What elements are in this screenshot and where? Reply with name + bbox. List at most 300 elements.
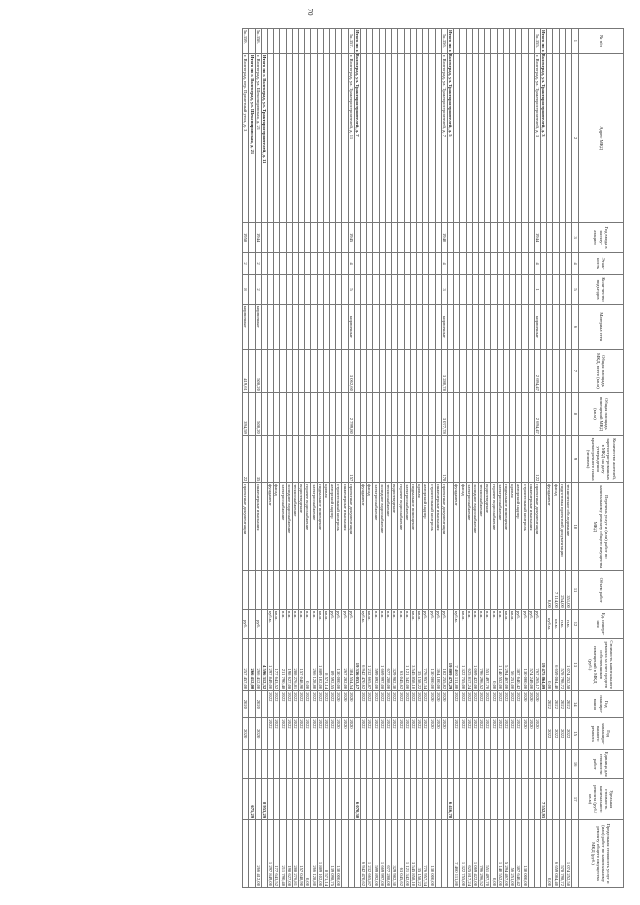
table-cell — [354, 304, 360, 349]
table-cell — [547, 53, 553, 223]
table-cell — [379, 571, 385, 609]
table-cell: 2022 — [466, 691, 472, 718]
table-cell — [472, 304, 478, 349]
table-cell: 1944 — [534, 223, 540, 252]
table-cell — [274, 435, 280, 482]
table-cell — [547, 275, 553, 304]
table-row — [565, 29, 571, 888]
table-cell — [286, 749, 292, 778]
table-cell — [299, 392, 305, 435]
table-cell — [503, 29, 509, 54]
table-cell — [416, 779, 422, 820]
table-cell — [361, 392, 367, 435]
table-cell: фундамент — [268, 483, 274, 571]
table-cell — [416, 571, 422, 609]
header-row — [579, 29, 624, 888]
table-cell — [485, 275, 491, 304]
table-cell — [268, 779, 274, 820]
table-cell — [423, 252, 429, 275]
table-cell — [491, 779, 497, 820]
table-cell — [553, 349, 559, 392]
table-cell — [274, 275, 280, 304]
table-cell — [416, 29, 422, 54]
table-cell: инженерные изыскания — [342, 483, 348, 571]
table-cell: кровля — [416, 483, 422, 571]
table-cell — [522, 53, 528, 223]
table-cell — [478, 223, 484, 252]
table-cell: г. Волгоград, ул. Тракторостроителей, д. 7 — [441, 53, 447, 223]
table-cell: 1 322 755,00 — [460, 820, 466, 888]
table-cell: 2022 — [547, 691, 553, 718]
table-cell: 2022 — [292, 691, 298, 718]
table-cell: 1 — [534, 275, 540, 304]
table-cell: п.м. — [286, 609, 292, 638]
table-cell — [460, 435, 466, 482]
table-cell — [522, 392, 528, 435]
table-cell — [342, 29, 348, 54]
table-cell — [367, 392, 373, 435]
table-cell: авторский надзор — [516, 483, 522, 571]
table-cell — [385, 349, 391, 392]
table-cell — [404, 304, 410, 349]
table-cell — [460, 392, 466, 435]
table-cell: 677 288,00 — [385, 820, 391, 888]
table-cell: 387 640,42 — [516, 820, 522, 888]
table-cell — [423, 779, 429, 820]
table-cell: 2022 — [503, 691, 509, 718]
column-header: Материал стен — [579, 304, 624, 349]
table-cell — [503, 749, 509, 778]
table-cell: 22 — [243, 435, 249, 482]
table-cell: 3 062,60 — [348, 349, 354, 392]
table-cell — [497, 571, 503, 609]
table-cell — [559, 252, 565, 275]
table-cell: п.м. — [305, 609, 311, 638]
table-cell: 266 128,80 — [311, 820, 317, 888]
table-cell — [435, 53, 441, 223]
table-cell — [373, 223, 379, 252]
table-cell — [261, 483, 267, 571]
table-cell — [249, 718, 255, 750]
table-cell: 2022 — [404, 691, 410, 718]
table-cell: п.м. — [491, 609, 497, 638]
table-cell — [547, 749, 553, 778]
table-cell — [361, 749, 367, 778]
table-cell — [299, 571, 305, 609]
table-row — [423, 29, 429, 888]
table-cell — [410, 571, 416, 609]
table-cell — [516, 435, 522, 482]
table-cell: 304 554,54 — [348, 639, 354, 691]
table-cell: 2020 — [348, 691, 354, 718]
table-cell — [379, 349, 385, 392]
table-cell — [454, 275, 460, 304]
table-cell — [261, 435, 267, 482]
table-cell — [274, 779, 280, 820]
table-cell — [485, 252, 491, 275]
table-cell — [423, 571, 429, 609]
table-cell — [553, 304, 559, 349]
table-cell: п.м. — [292, 609, 298, 638]
table-cell: фасад — [367, 483, 373, 571]
table-cell — [410, 349, 416, 392]
table-cell — [485, 779, 491, 820]
table-cell — [311, 749, 317, 778]
table-cell — [547, 779, 553, 820]
table-cell — [249, 275, 255, 304]
table-cell — [466, 53, 472, 223]
table-cell — [547, 392, 553, 435]
table-cell: 2022 — [454, 691, 460, 718]
table-cell: 2020 — [429, 718, 435, 750]
table-cell — [274, 29, 280, 54]
table-cell: 5 294 467,00 — [503, 820, 509, 888]
table-cell — [472, 749, 478, 778]
table-row — [286, 29, 292, 888]
table-cell — [528, 53, 534, 223]
table-cell — [478, 571, 484, 609]
column-header: Количество жителей, зарегистри-рованных в МКД на дату утверждения краткосрочного плана (человек) — [579, 435, 624, 482]
table-cell: 2022 — [547, 718, 553, 750]
table-cell — [509, 392, 515, 435]
table-cell: 2022 — [330, 691, 336, 718]
table-cell — [466, 435, 472, 482]
table-cell — [286, 392, 292, 435]
table-cell — [509, 749, 515, 778]
table-cell: 2020 — [534, 718, 540, 750]
table-cell: строительный контроль — [336, 483, 342, 571]
table-cell — [509, 779, 515, 820]
table-cell: 1 889 102,00 — [317, 639, 323, 691]
table-cell — [491, 29, 497, 54]
table-body — [243, 29, 572, 888]
table-cell: 0,00 — [305, 820, 311, 888]
table-cell — [423, 304, 429, 349]
table-cell — [565, 223, 571, 252]
table-cell — [342, 53, 348, 223]
table-cell: 2022 — [268, 718, 274, 750]
table-cell: электроснабжение — [404, 483, 410, 571]
column-header: Год ввода в эксплу-атацию — [579, 223, 624, 252]
table-cell: руб. — [342, 609, 348, 638]
table-cell — [354, 609, 360, 638]
table-cell — [373, 571, 379, 609]
table-cell — [460, 53, 466, 223]
table-cell: 0,00 — [305, 639, 311, 691]
table-cell — [509, 223, 515, 252]
table-cell — [392, 252, 398, 275]
table-cell — [522, 749, 528, 778]
table-row — [472, 29, 478, 888]
table-cell — [305, 29, 311, 54]
table-cell — [385, 53, 391, 223]
table-cell — [485, 29, 491, 54]
table-cell — [292, 392, 298, 435]
table-cell: 56 251,00 — [509, 820, 515, 888]
table-cell — [540, 483, 546, 571]
table-cell — [305, 435, 311, 482]
table-cell — [454, 304, 460, 349]
table-cell: 1 322 755,00 — [460, 639, 466, 691]
table-cell — [317, 571, 323, 609]
table-cell: 796 296,52 — [478, 639, 484, 691]
table-cell: куб.м. — [547, 609, 553, 638]
table-cell: 551 497,70 — [485, 820, 491, 888]
table-cell — [392, 53, 398, 223]
table-cell — [540, 349, 546, 392]
table-cell — [336, 53, 342, 223]
table-cell: Итого по г. Волгоград, ул. Тракторостроителей, д. 11 — [261, 53, 267, 223]
table-cell: 625 817,24 — [466, 639, 472, 691]
table-cell: 8 571,14 — [323, 639, 329, 691]
table-cell — [323, 571, 329, 609]
table-cell: руб. — [435, 609, 441, 638]
table-cell — [261, 304, 267, 349]
table-cell: 3 — [441, 275, 447, 304]
table-cell: проектные документации — [441, 483, 447, 571]
table-cell — [317, 749, 323, 778]
table-cell — [342, 435, 348, 482]
table-cell — [534, 779, 540, 820]
table-cell — [317, 392, 323, 435]
table-cell — [373, 53, 379, 223]
table-row — [385, 29, 391, 888]
table-row — [330, 29, 336, 888]
table-cell — [553, 275, 559, 304]
table-cell — [466, 349, 472, 392]
table-cell — [509, 349, 515, 392]
table-cell — [392, 275, 398, 304]
table-cell — [522, 252, 528, 275]
table-cell — [460, 349, 466, 392]
table-cell — [336, 252, 342, 275]
table-cell — [528, 820, 534, 888]
table-cell — [429, 275, 435, 304]
table-cell: 2022 — [361, 718, 367, 750]
table-cell: 4 — [441, 252, 447, 275]
table-cell: 5к.357. — [348, 29, 354, 54]
table-cell — [385, 749, 391, 778]
table-row — [280, 29, 286, 888]
table-cell — [330, 29, 336, 54]
table-cell — [540, 718, 546, 750]
table-cell — [553, 779, 559, 820]
column-header: Единица для стоимости работ — [579, 749, 624, 778]
table-cell — [478, 275, 484, 304]
table-cell: куб.м. — [268, 609, 274, 638]
table-cell — [311, 392, 317, 435]
table-cell — [249, 749, 255, 778]
table-cell — [404, 749, 410, 778]
table-cell — [280, 275, 286, 304]
table-row — [429, 29, 435, 888]
table-cell — [472, 571, 478, 609]
table-cell — [472, 435, 478, 482]
table-cell — [261, 223, 267, 252]
table-cell: 2022 — [385, 718, 391, 750]
table-cell — [404, 53, 410, 223]
table-cell — [478, 29, 484, 54]
table-cell — [447, 349, 453, 392]
table-cell: 130 000,00 — [429, 820, 435, 888]
column-number: 17 — [572, 779, 579, 820]
table-cell — [478, 349, 484, 392]
table-cell — [299, 252, 305, 275]
table-cell — [286, 435, 292, 482]
table-cell — [404, 29, 410, 54]
table-cell — [447, 820, 453, 888]
table-cell — [404, 349, 410, 392]
table-row — [497, 29, 503, 888]
table-cell — [429, 349, 435, 392]
table-cell: 2 799,80 — [348, 392, 354, 435]
table-cell — [354, 749, 360, 778]
table-cell: 2020 — [243, 691, 249, 718]
table-cell — [311, 252, 317, 275]
table-cell — [354, 691, 360, 718]
table-cell — [416, 252, 422, 275]
table-cell — [261, 718, 267, 750]
table-row — [460, 29, 466, 888]
table-cell — [497, 749, 503, 778]
table-cell: п.м. — [398, 609, 404, 638]
table-cell: 6 659 084,40 — [553, 820, 559, 888]
table-cell: куб.м. — [361, 609, 367, 638]
building-row — [441, 29, 447, 888]
table-cell: 266 412,00 — [255, 639, 261, 691]
table-cell — [317, 304, 323, 349]
table-cell — [280, 571, 286, 609]
table-cell: подготовка проектной документации — [559, 483, 565, 571]
table-cell — [361, 435, 367, 482]
table-cell — [553, 435, 559, 482]
table-cell: 2022 — [410, 691, 416, 718]
table-row — [317, 29, 323, 888]
table-cell: 35 158,22 — [416, 820, 422, 888]
table-cell — [472, 779, 478, 820]
table-cell: авторский надзор — [423, 483, 429, 571]
table-cell: 3 545 858,10 — [410, 820, 416, 888]
table-cell: п.м. — [472, 609, 478, 638]
table-cell: Итого по г. Волгоград, ул. Тракторостроителей, д. 7 — [355, 30, 361, 137]
table-cell — [472, 29, 478, 54]
table-cell — [410, 749, 416, 778]
table-cell: руб. — [336, 609, 342, 638]
table-cell — [565, 275, 571, 304]
table-cell: 6 416,78 — [447, 779, 453, 820]
table-row — [553, 29, 559, 888]
table-cell — [478, 392, 484, 435]
table-cell — [497, 392, 503, 435]
table-cell: 6 942 470,62 — [361, 639, 367, 691]
table-cell: 288 276,81 — [292, 820, 298, 888]
column-header: № п/п — [579, 29, 624, 54]
table-cell — [410, 223, 416, 252]
table-cell — [540, 223, 546, 252]
column-number-row — [572, 29, 579, 888]
table-cell: кв.м. — [503, 609, 509, 638]
table-cell: кв.м. — [553, 609, 559, 638]
table-cell — [472, 349, 478, 392]
table-row — [466, 29, 472, 888]
table-cell: 4 596 312,32 — [261, 639, 267, 691]
table-cell — [299, 435, 305, 482]
table-cell — [429, 304, 435, 349]
table-cell — [398, 749, 404, 778]
table-cell — [466, 29, 472, 54]
table-cell: 2 694,47 — [534, 392, 540, 435]
table-cell — [404, 392, 410, 435]
table-cell — [398, 304, 404, 349]
table-cell — [392, 392, 398, 435]
table-cell — [268, 749, 274, 778]
table-cell — [528, 29, 534, 54]
table-cell — [286, 349, 292, 392]
table-cell: 2022 — [497, 691, 503, 718]
table-cell: 19 809 473,29 — [447, 639, 453, 691]
table-cell — [305, 392, 311, 435]
table-cell — [559, 349, 565, 392]
table-cell — [342, 392, 348, 435]
table-cell — [354, 252, 360, 275]
table-row — [311, 29, 317, 888]
table-cell — [367, 571, 373, 609]
table-cell — [398, 392, 404, 435]
table-cell — [516, 223, 522, 252]
table-cell: 182 255,82 — [441, 639, 447, 691]
table-cell — [416, 275, 422, 304]
table-cell — [410, 53, 416, 223]
table-cell: 2022 — [460, 718, 466, 750]
table-cell: п.м. — [280, 609, 286, 638]
table-cell — [416, 349, 422, 392]
table-cell — [336, 223, 342, 252]
table-cell — [342, 749, 348, 778]
table-cell — [336, 392, 342, 435]
table-cell — [553, 252, 559, 275]
table-cell: г. Волгоград, ул. Тракторостроителей, д. 3 — [534, 53, 540, 223]
table-cell — [435, 779, 441, 820]
table-cell — [268, 53, 274, 223]
table-cell: 2022 — [497, 718, 503, 750]
table-cell: электроснабжение — [466, 483, 472, 571]
table-cell — [485, 349, 491, 392]
table-cell: 2020 — [435, 718, 441, 750]
table-cell — [311, 304, 317, 349]
table-cell: водоотведение — [392, 483, 398, 571]
table-cell — [528, 749, 534, 778]
table-cell: 2022 — [516, 718, 522, 750]
table-cell: 89 592,55 — [330, 639, 336, 691]
table-cell: руб. — [348, 609, 354, 638]
table-cell — [398, 252, 404, 275]
table-cell: п.м. — [404, 609, 410, 638]
table-cell — [249, 349, 255, 392]
table-cell — [404, 571, 410, 609]
table-cell — [472, 392, 478, 435]
table-cell — [255, 749, 261, 778]
table-cell — [354, 223, 360, 252]
table-cell — [354, 718, 360, 750]
table-cell — [274, 53, 280, 223]
table-cell — [497, 349, 503, 392]
table-cell: п.м. — [373, 609, 379, 638]
table-cell — [503, 275, 509, 304]
table-cell — [485, 392, 491, 435]
table-cell — [330, 223, 336, 252]
table-cell: 2022 — [268, 691, 274, 718]
table-cell — [268, 223, 274, 252]
